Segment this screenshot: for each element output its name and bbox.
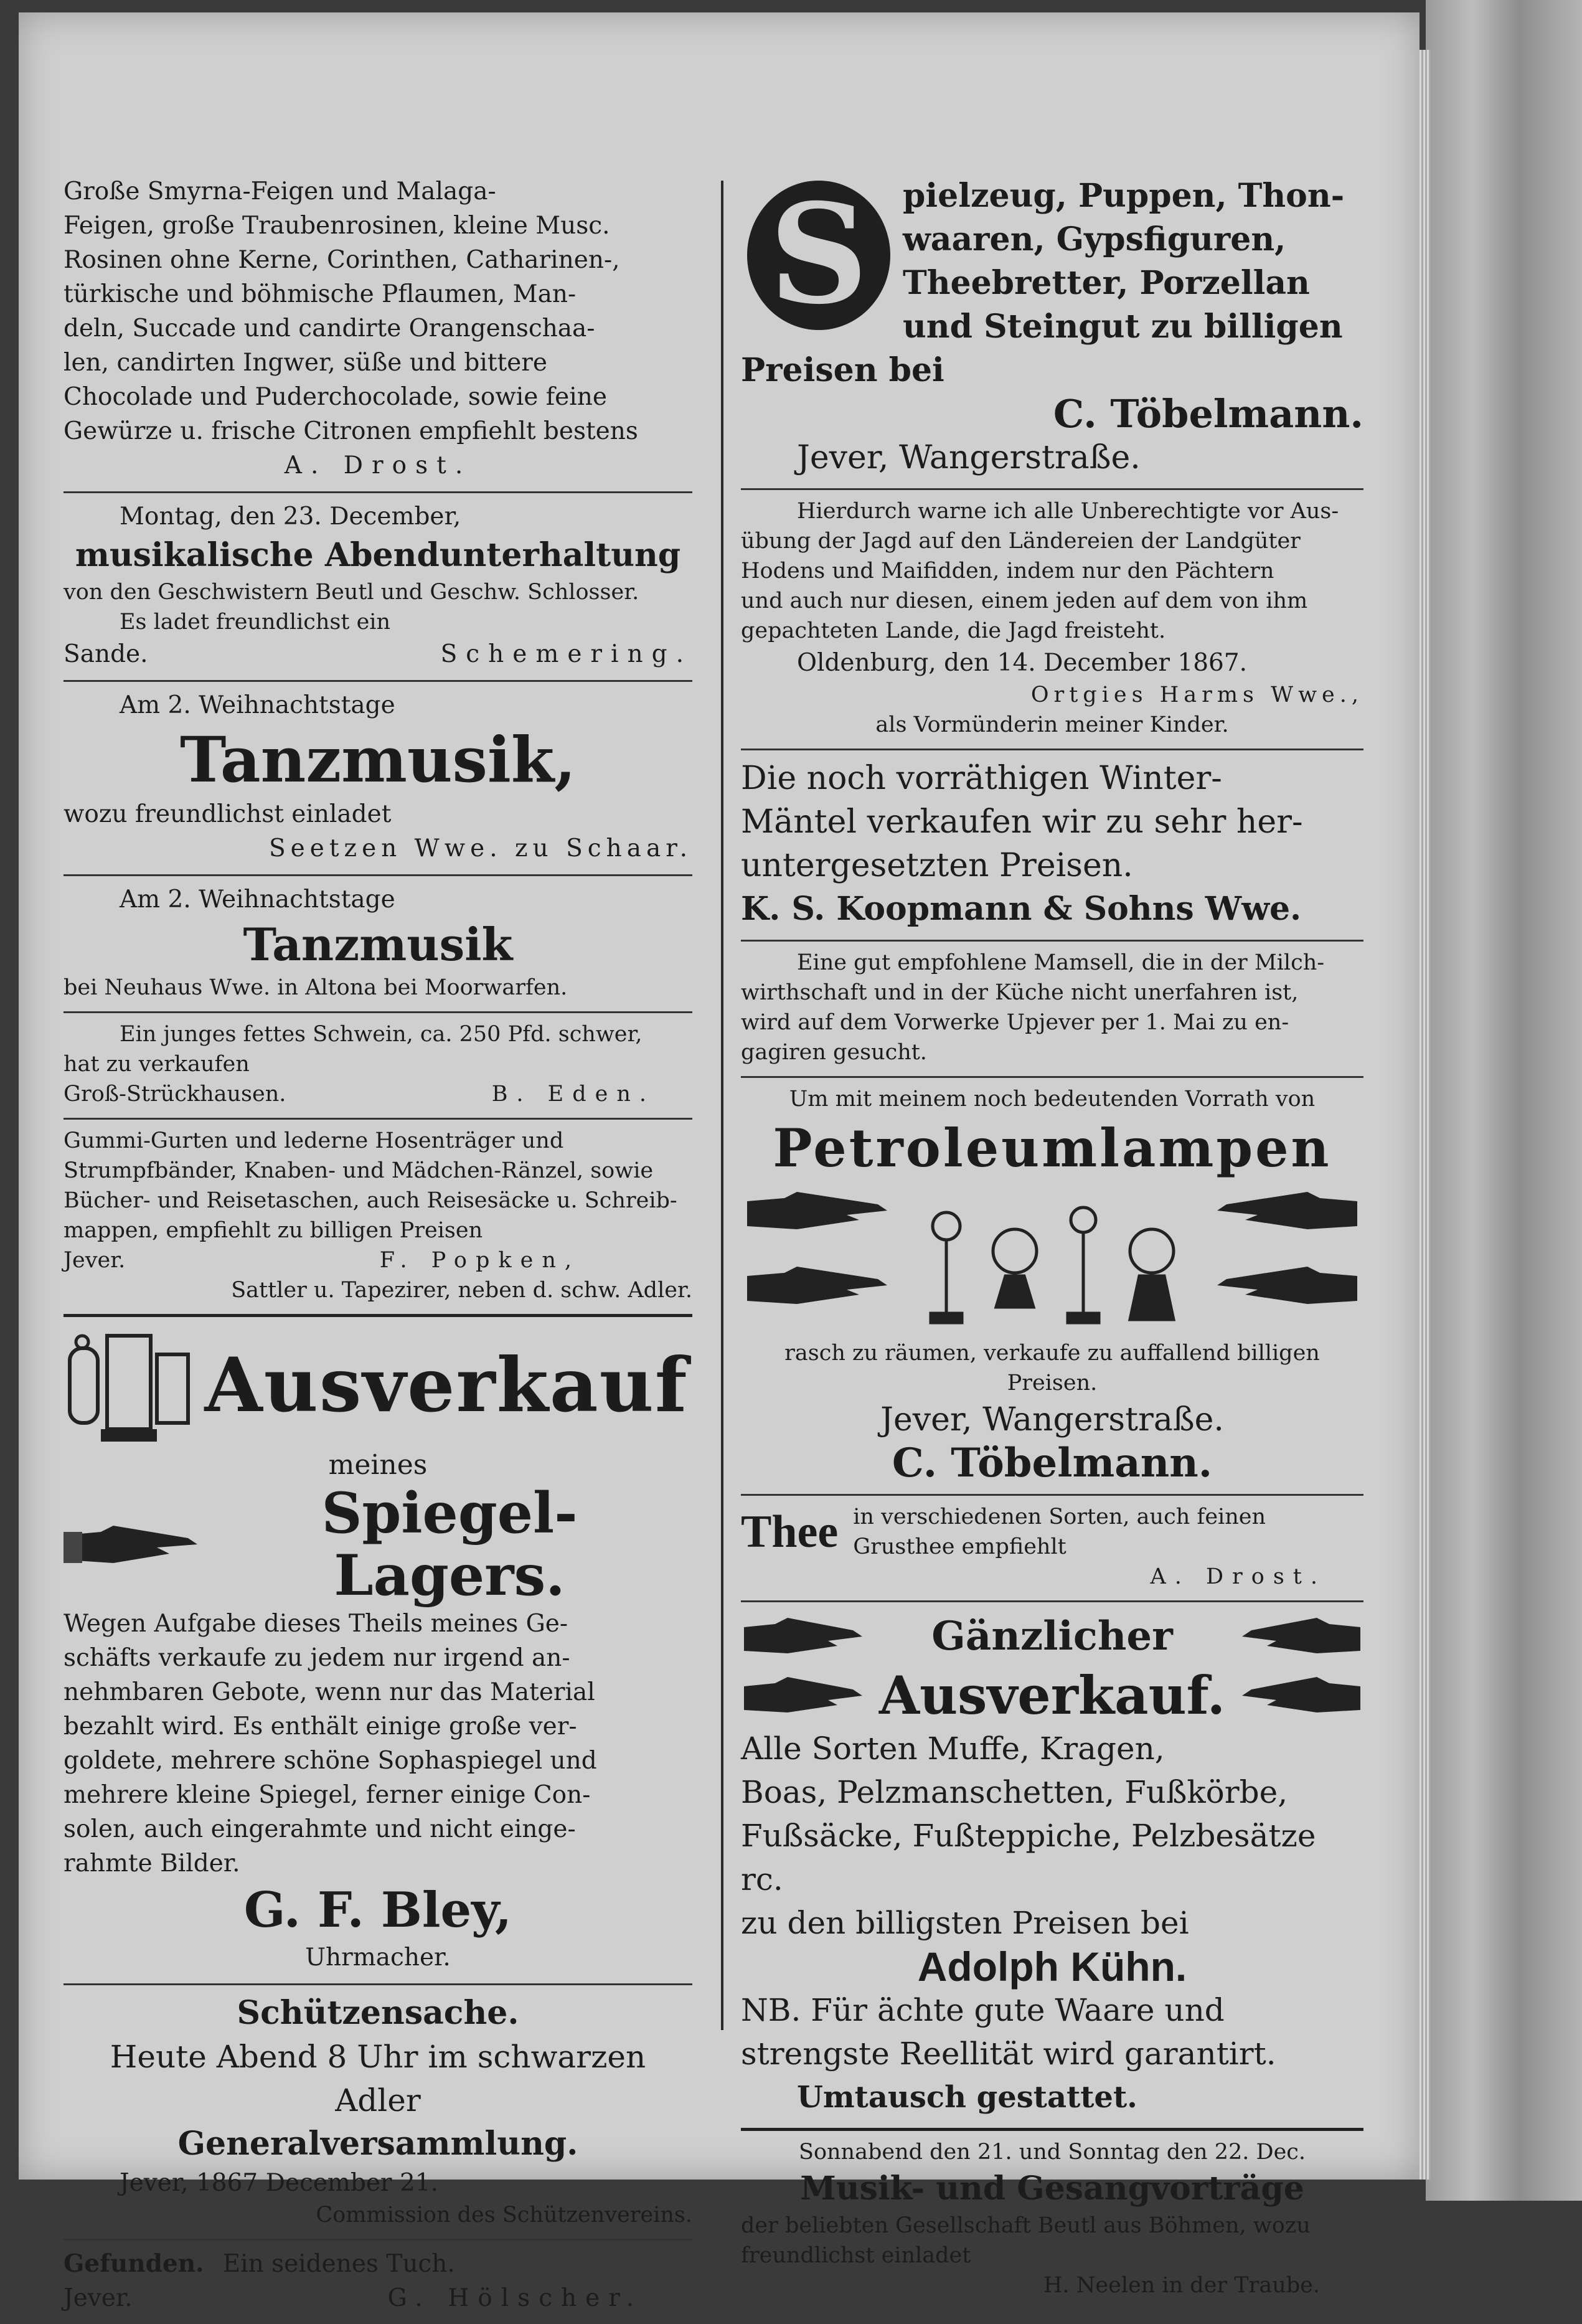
ad-line: bei Neuhaus Wwe. in Altona bei Moorwarfen. (64, 975, 568, 1000)
ad-headline: musikalische Abendunterhaltung (75, 536, 681, 574)
ad-feigen (64, 168, 692, 493)
ad-line: Preisen bei (741, 351, 944, 389)
ad-line: Bücher- und Reisetaschen, auch Reisesäcke u. Schreib- (64, 1188, 677, 1213)
ad-line: Theebretter, Porzellan (903, 264, 1310, 302)
ad-line: von den Geschwistern Beutl und Geschw. Schlosser. (64, 580, 639, 605)
ad-line: mappen, empfiehlt zu billigen Preisen (64, 1218, 483, 1243)
ad-nb: Umtausch gestattet. (797, 2080, 1137, 2115)
page-stack-edge (1426, 0, 1582, 2201)
ad-line: Wegen Aufgabe dieses Theils meines Ge- (64, 1610, 568, 1638)
ad-signer: Commission des Schützenvereins. (316, 2203, 692, 2227)
ad-line: Eine gut empfohlene Mamsell, die in der Milch- (797, 950, 1325, 975)
column-rule (721, 181, 723, 2030)
dropcap-s-icon (741, 174, 897, 336)
ad-headline: Tanzmusik (243, 918, 513, 971)
ad-address: Jever, Wangerstraße. (880, 1401, 1224, 1438)
ad-line: Es ladet freundlichst ein (120, 610, 391, 635)
ad-line: Die noch vorräthigen Winter- (741, 760, 1222, 797)
ad-line: bezahlt wird. Es enthält einige große ver- (64, 1712, 577, 1741)
ad-signer: Adolph Kühn. (917, 1944, 1187, 1990)
ad-address: Jever, Wangerstraße. (797, 439, 1141, 476)
ad-headline: Petroleumlampen (773, 1117, 1332, 1179)
ad-line: Gewürze u. frische Citronen empfiehlt bestens (64, 417, 638, 445)
ad-line: len, candirten Ingwer, süße und bittere (64, 349, 547, 377)
ad-petroleumlampen (741, 1078, 1363, 1496)
ad-place: Sande. (64, 640, 148, 668)
ad-line: Heute Abend 8 Uhr im schwarzen (110, 2039, 646, 2075)
ad-signer: Ortgies Harms Wwe., (1030, 683, 1363, 707)
pointing-hand-icon (747, 1192, 1357, 1304)
ad-spielzeug (741, 168, 1363, 490)
ad-signer: Seetzen Wwe. zu Schaar. (268, 834, 692, 862)
ad-line: türkische und böhmische Pflaumen, Man- (64, 280, 577, 308)
ad-schuetzensache (64, 1985, 692, 2241)
ad-abendunterhaltung (64, 493, 692, 682)
ad-signer: F. Popken, (379, 1248, 580, 1273)
ad-signer: G. F. Bley, (243, 1882, 512, 1939)
ad-label: Gefunden. (64, 2249, 204, 2278)
ad-place: Groß-Strückhausen. (64, 1082, 286, 1107)
pointing-hand-icon (1239, 1668, 1363, 1724)
ad-line: wozu freundlichst einladet (64, 800, 392, 828)
ad-line: Große Smyrna-Feigen und Malaga- (64, 177, 496, 205)
ad-line: Hodens und Maifidden, indem nur den Pächtern (741, 559, 1274, 583)
ad-signer: C. Töbelmann. (1053, 391, 1363, 437)
ad-line: wird auf dem Vorwerke Upjever per 1. Mai zu en- (741, 1010, 1289, 1035)
ad-schwein (64, 1013, 692, 1120)
ad-nb: NB. Für ächte gute Waare und (741, 1992, 1225, 2028)
ad-line: gepachteten Lande, die Jagd freisteht. (741, 618, 1166, 643)
ad-line: Mäntel verkaufen wir zu sehr her- (741, 803, 1303, 841)
ad-line: Feigen, große Traubenrosinen, kleine Musc. (64, 212, 610, 240)
ad-title: Sattler u. Tapezirer, neben d. schw. Adler. (231, 1278, 692, 1303)
newspaper-page (19, 12, 1420, 2312)
pointing-hand-icon (1239, 1608, 1363, 1665)
pointing-hand-icon (64, 1513, 207, 1575)
ad-signer: H. Neelen in der Traube. (1043, 2273, 1320, 2298)
ad-line: Alle Sorten Muffe, Kragen, (741, 1731, 1165, 1767)
ad-date: Sonnabend den 21. und Sonntag den 22. Dec. (798, 2140, 1306, 2165)
ad-signer: A. Drost. (1150, 1564, 1326, 1589)
ad-signer: Schemering. (440, 640, 692, 668)
ad-line: Strumpfbänder, Knaben- und Mädchen-Ränzel, sowie (64, 1158, 654, 1183)
ad-headline-2: Generalversammlung. (177, 2125, 578, 2163)
ad-signer: G. Hölscher. (387, 2284, 643, 2312)
ad-signer: B. Eden. (491, 1082, 655, 1107)
ad-line: waaren, Gypsfiguren, (903, 220, 1286, 258)
ad-hosentraeger (64, 1120, 692, 1317)
ad-line: Chocolade und Puderchocolade, sowie feine (64, 383, 607, 411)
ad-line: Grusthee empfiehlt (853, 1534, 1066, 1559)
ad-line: wirthschaft und in der Küche nicht unerfahren ist, (741, 980, 1299, 1005)
ad-line: Ein junges fettes Schwein, ca. 250 Pfd. schwer, (120, 1022, 643, 1047)
ad-signer: C. Töbelmann. (892, 1440, 1213, 1486)
ad-headline: Gänzlicher (931, 1613, 1173, 1660)
ad-line: freundlichst einladet (741, 2243, 971, 2268)
pointing-hand-icon (741, 1608, 865, 1665)
ad-line: Hierdurch warne ich alle Unberechtigte vor Aus- (797, 499, 1339, 524)
ad-line: gagiren gesucht. (741, 1040, 927, 1065)
pointing-hand-icon (741, 1668, 865, 1724)
ad-thee (741, 1496, 1363, 1602)
ad-meines: meines (328, 1449, 428, 1481)
ad-gefunden (64, 2241, 692, 2324)
ad-line: untergesetzten Preisen. (741, 847, 1133, 884)
dropcap-letter: S (769, 174, 869, 334)
ad-line: Gummi-Gurten und lederne Hosenträger und (64, 1128, 564, 1153)
right-column (741, 168, 1363, 2309)
ad-line: Um mit meinem noch bedeutenden Vorrath von (789, 1087, 1316, 1112)
ad-line: pielzeug, Puppen, Thon- (903, 177, 1345, 215)
ad-headline: Tanzmusik, (179, 723, 577, 796)
ad-signer: K. S. Koopmann & Sohns Wwe. (741, 890, 1302, 928)
ad-line: Fußsäcke, Fußteppiche, Pelzbesätze rc. (741, 1818, 1316, 1897)
ad-headline: Thee (741, 1506, 839, 1557)
ad-wintermaentel (741, 750, 1363, 942)
ad-line: nehmbaren Gebote, wenn nur das Material (64, 1678, 595, 1706)
ad-date: Jever, 1867 December 21. (120, 2169, 438, 2197)
ad-line: und Steingut zu billigen (903, 308, 1343, 346)
ad-line: mehrere kleine Spiegel, ferner einige Con- (64, 1781, 591, 1809)
ad-line: Ein seidenes Tuch. (222, 2250, 455, 2278)
ad-place: Jever. (64, 2284, 133, 2312)
ad-place: Jever. (64, 1248, 126, 1273)
ad-title: Uhrmacher. (305, 1944, 451, 1972)
ad-line: deln, Succade und candirte Orangenschaa- (64, 314, 595, 342)
ad-signer: A. Drost. (284, 451, 472, 479)
ad-headline: Musik- und Gesangvorträge (800, 2170, 1304, 2208)
ad-spiegel (64, 1317, 692, 1985)
ad-title: als Vormünderin meiner Kinder. (875, 712, 1229, 737)
ad-headline: Ausverkauf (204, 1341, 689, 1429)
lamp-icon (931, 1207, 1174, 1323)
ad-line: der beliebten Gesellschaft Beutl aus Böhmen, wozu (741, 2213, 1311, 2238)
ad-tanzmusik-2 (64, 876, 692, 1013)
ad-line: Rosinen ohne Kerne, Corinthen, Catharinen-, (64, 246, 620, 274)
ad-line: rasch zu räumen, verkaufe zu auffallend billigen Preisen. (784, 1341, 1320, 1396)
left-column (64, 168, 692, 2324)
ad-date: Montag, den 23. December, (120, 503, 461, 531)
ad-line: hat zu verkaufen (64, 1052, 250, 1077)
ad-line: goldete, mehrere schöne Sophaspiegel und (64, 1747, 597, 1775)
lamps-illustration (741, 1183, 1363, 1338)
ad-jagd (741, 490, 1363, 750)
ad-mamsell (741, 942, 1363, 1078)
ad-line: Boas, Pelzmanschetten, Fußkörbe, (741, 1774, 1288, 1810)
ad-tanzmusik-1 (64, 682, 692, 876)
ad-headline-2: Spiegel-Lagers. (321, 1480, 578, 1608)
ad-line: zu den billigsten Preisen bei (741, 1905, 1189, 1941)
ad-line: Adler (335, 2082, 421, 2119)
ad-line: solen, auch eingerahmte und nicht einge- (64, 1815, 576, 1843)
dropcap (741, 174, 897, 336)
ad-nb: strengste Reellität wird garantirt. (741, 2036, 1276, 2072)
mirror-illustration-icon (64, 1323, 200, 1448)
ad-pre: Am 2. Weihnachtstage (120, 691, 395, 719)
ad-musik-gesang (741, 2131, 1363, 2309)
ad-ausverkauf-kuehn (741, 1602, 1363, 2131)
ad-headline: Schützensache. (237, 1994, 519, 2032)
ad-line: und auch nur diesen, einem jeden auf dem von ihm (741, 588, 1308, 613)
ad-pre: Am 2. Weihnachtstage (120, 886, 395, 914)
ad-headline-2: Ausverkauf. (878, 1665, 1226, 1726)
ad-line: übung der Jagd auf den Ländereien der Landgüter (741, 529, 1301, 554)
ad-date: Oldenburg, den 14. December 1867. (797, 649, 1248, 677)
ad-line: rahmte Bilder. (64, 1849, 240, 1878)
ad-line: schäfts verkaufe zu jedem nur irgend an- (64, 1644, 570, 1672)
ad-line: in verschiedenen Sorten, auch feinen (853, 1504, 1266, 1529)
